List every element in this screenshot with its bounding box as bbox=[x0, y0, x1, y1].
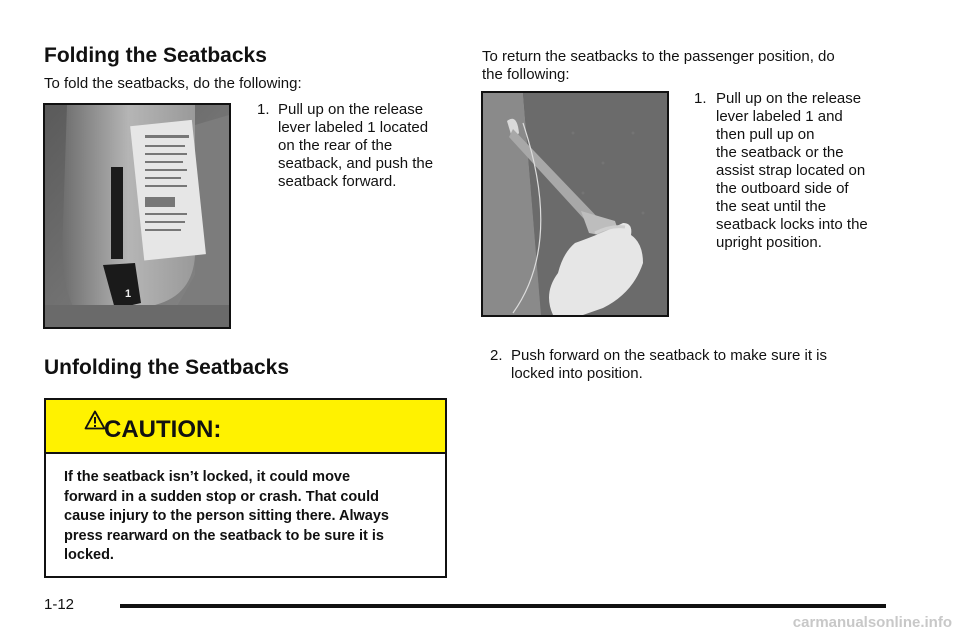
caution-line: forward in a sudden stop or crash. That could bbox=[64, 488, 380, 505]
caution-header bbox=[46, 400, 445, 454]
unfold-step-1-line: the seat until the bbox=[716, 198, 827, 215]
caution-line: cause injury to the person sitting there. Always bbox=[64, 508, 389, 524]
unfold-step-1-line: lever labeled 1 and bbox=[716, 108, 843, 125]
unfold-step-1-line: upright position. bbox=[716, 234, 822, 251]
fold-step-line: on the rear of the bbox=[278, 137, 393, 154]
caution-line: If the seatback isn’t locked, it could move bbox=[64, 469, 351, 485]
fold-step-line: Pull up on the release bbox=[278, 101, 424, 118]
unfold-step-1-number: 1. bbox=[694, 90, 707, 107]
footer-rule bbox=[120, 604, 886, 608]
intro-line: To return the seatbacks to the passenger position, do bbox=[482, 48, 835, 65]
section-heading-folding: Folding the Seatbacks bbox=[44, 44, 267, 67]
page-number: 1-12 bbox=[44, 596, 75, 613]
warning-triangle-icon bbox=[84, 410, 106, 430]
caution-line: press rearward on the seatback to be sure it is bbox=[64, 527, 384, 544]
unfold-step-1-line: the seatback or the bbox=[716, 144, 844, 161]
unfold-step-2-number: 2. bbox=[490, 347, 503, 364]
lever-label-text: 1 bbox=[125, 288, 132, 300]
fold-step-1 bbox=[257, 101, 457, 201]
caution-line: locked. bbox=[64, 547, 114, 563]
intro-unfolding bbox=[482, 48, 902, 84]
unfold-step-1-line: then pull up on bbox=[716, 126, 815, 143]
intro-line: the following: bbox=[482, 66, 570, 83]
fold-step-line: seatback, and push the bbox=[278, 155, 434, 172]
caution-title: CAUTION: bbox=[104, 416, 222, 443]
watermark: carmanualsonline.info bbox=[792, 614, 952, 631]
seatback-release-lever-photo bbox=[43, 103, 231, 329]
unfold-step-1-line: seatback locks into the bbox=[716, 216, 868, 233]
caution-text bbox=[46, 454, 445, 566]
fold-step-line: seatback forward. bbox=[278, 173, 397, 190]
caution-box bbox=[44, 398, 447, 578]
intro-folding: To fold the seatbacks, do the following: bbox=[44, 75, 302, 92]
fold-step-line: lever labeled 1 located bbox=[278, 119, 429, 136]
unfold-step-2 bbox=[490, 347, 910, 387]
assist-strap-photo bbox=[481, 91, 669, 317]
unfold-step-1-line: the outboard side of bbox=[716, 180, 849, 197]
unfold-step-2-line: Push forward on the seatback to make sure it is bbox=[511, 347, 827, 364]
unfold-step-1 bbox=[694, 90, 914, 260]
unfold-step-1-line: Pull up on the release bbox=[716, 90, 862, 107]
unfold-step-1-line: assist strap located on bbox=[716, 162, 866, 179]
unfold-step-2-line: locked into position. bbox=[511, 365, 643, 382]
fold-step-number: 1. bbox=[257, 101, 270, 118]
section-heading-unfolding: Unfolding the Seatbacks bbox=[44, 356, 290, 379]
